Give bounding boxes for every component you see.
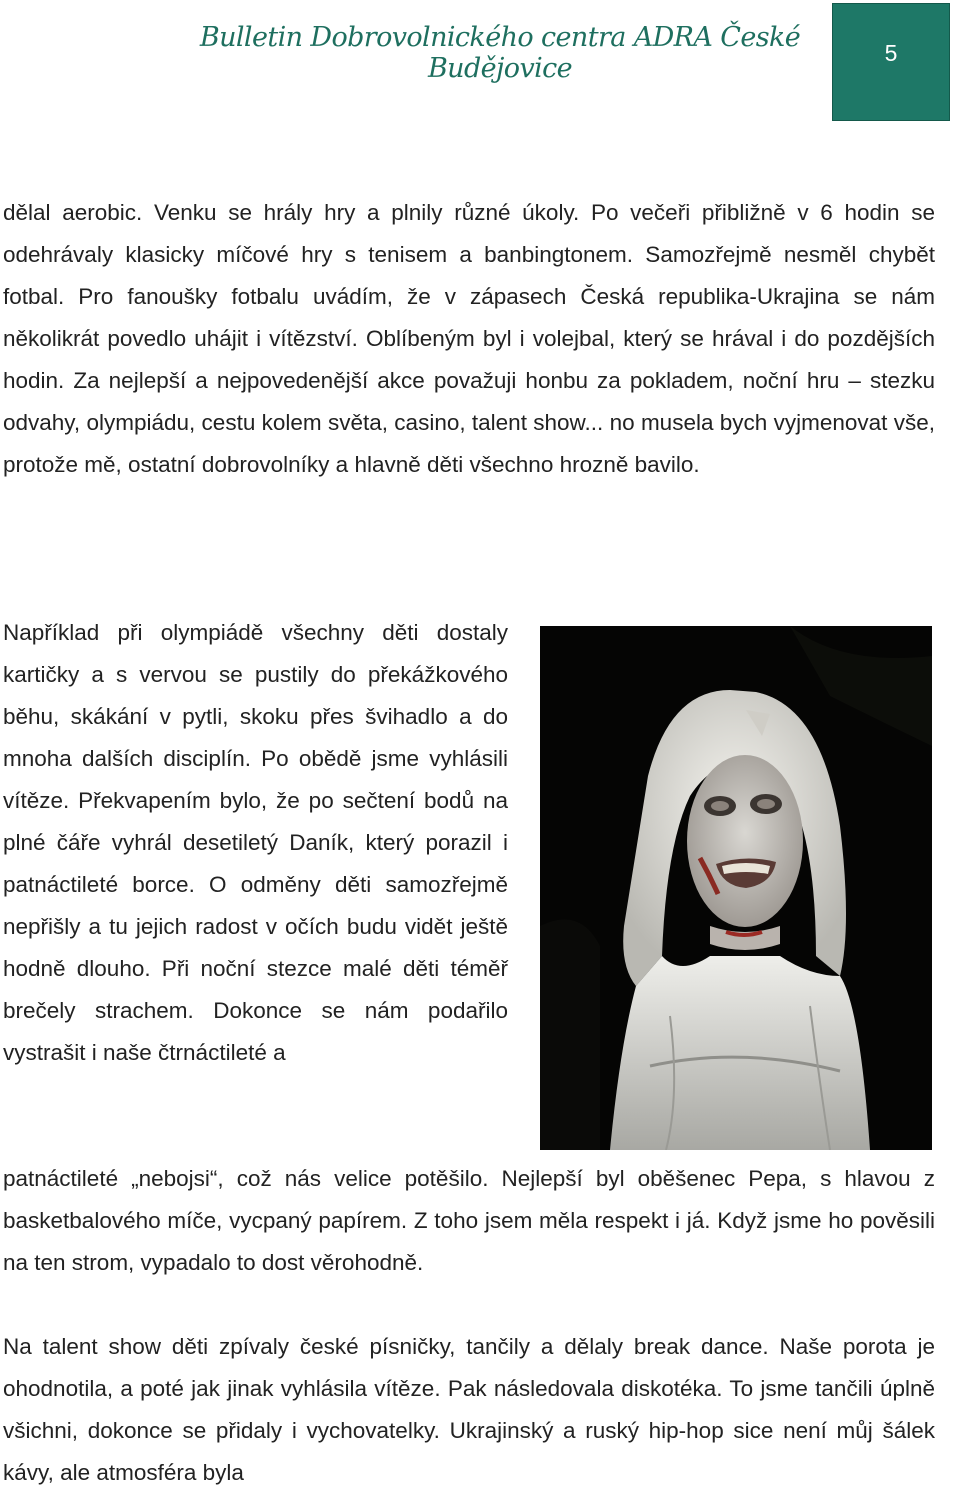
paragraph-olympiad: Například při olympiádě všechny děti dostaly kartičky a s vervou se pustily do překážkového běhu, skákání v pytli, skoku přes švihadlo a do mnoha dalších disciplín. Po obědě jsme vyhlásili vítěze. Překvapením bylo, že po sečtení bodů na plné čáře vyhrál desetiletý Daník, který porazil i patnáctileté borce. O odměny děti samozřejmě nepřišly a tu jejich radost v očích budu vidět ještě hodně dlouho. Při noční stezce malé děti téměř brečely strachem. Dokonce se nám podařilo vystrašit i naše čtrnáctileté a [3,620,508,1065]
page-number-box [832,3,950,121]
paragraph-olympiad-continued: patnáctileté „nebojsi“, což nás velice potěšilo. Nejlepší byl oběšenec Pepa, s hlavou z basketbalového míče, vycpaný papírem. Z toho jsem měla respekt i já. Když jsme ho pověsili na ten strom, vypadalo to dost věrohodně. [3,1166,935,1275]
page-number: 5 [884,40,898,66]
page-header [0,0,960,122]
bulletin-title: Bulletin Dobrovolnického centra ADRA České Budějovice [199,22,801,84]
paragraph-activities: dělal aerobic. Venku se hrály hry a plnily různé úkoly. Po večeři přibližně v 6 hodin se odehrávaly klasicky míčové hry s tenisem a banbingtonem. Samozřejmě nesměl chybět fotbal. Pro fanoušky fotbalu uvádím, že v zápasech Česká republika-Ukrajina se nám několikrát povedlo uhájit i vítězství. Oblíbeným byl i volejbal, který se hrával i do pozdějších hodin. Za nejlepší a nejpovedenější akce považuji honbu za pokladem, noční hru – stezku odvahy, olympiádu, cestu kolem světa, casino, talent show... no musela bych vyjmenovat vše, protože mě, ostatní dobrovolníky a hlavně děti všechno hrozně bavilo. [3,200,935,477]
paragraph-talent-show: Na talent show děti zpívaly české písničky, tančily a dělaly break dance. Naše porota je ohodnotila, a poté jak jinak vyhlásila vítěze. Pak následovala diskotéka. To jsme tančili úplně všichni, dokonce se přidaly i vychovatelky. Ukrajinský a ruský hip-hop sice není můj šálek kávy, ale atmosféra byla [3,1334,935,1485]
ghost-costume-photo [540,626,932,1150]
ghost-photo-illustration [540,626,932,1150]
